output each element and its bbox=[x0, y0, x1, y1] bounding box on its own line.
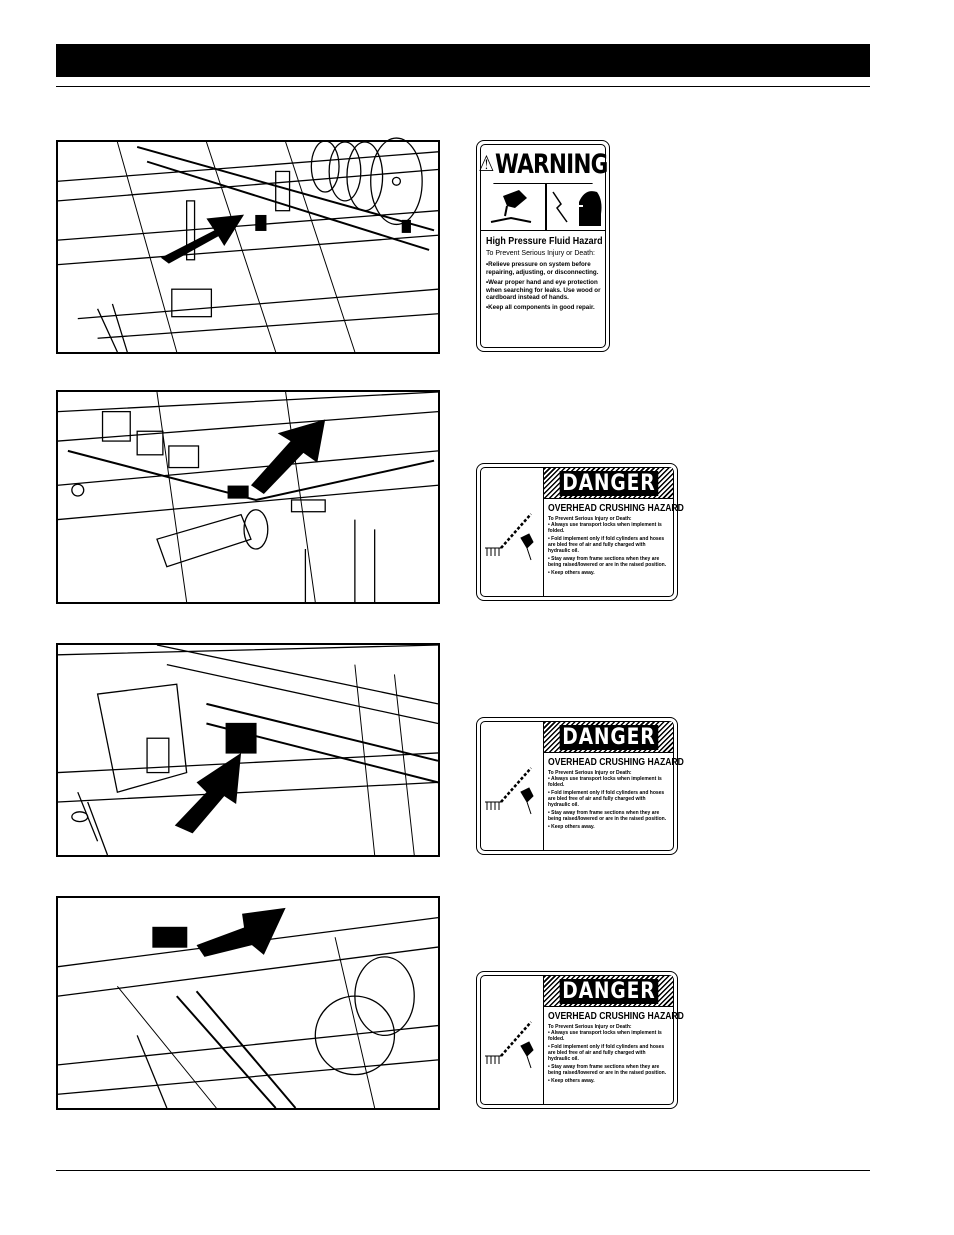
danger-decal-3 bbox=[476, 971, 684, 1109]
danger-header-text: DANGER bbox=[559, 725, 657, 750]
danger-item: • Keep others away. bbox=[548, 570, 595, 576]
danger-item: • Stay away from frame sections when they are being raised/lowered or are in the raised position. bbox=[548, 810, 667, 822]
overhead-crushing-pictogram-icon bbox=[481, 468, 544, 596]
danger-body bbox=[548, 756, 684, 832]
footer-rule bbox=[56, 1170, 870, 1171]
danger-title: OVERHEAD CRUSHING HAZARD bbox=[548, 756, 684, 768]
danger-item: • Fold implement only if fold cylinders and hoses are bled free of air and fully charged with hydraulic oil. bbox=[548, 536, 665, 554]
figure-1-hydraulic-decal-location bbox=[56, 140, 440, 354]
warning-pictograms bbox=[481, 184, 605, 231]
danger-item: • Stay away from frame sections when they are being raised/lowered or are in the raised position. bbox=[548, 556, 667, 568]
warning-triangle-icon: ⚠ bbox=[478, 151, 494, 177]
danger-subtitle: To Prevent Serious Injury or Death: bbox=[548, 1024, 632, 1030]
danger-item: • Fold implement only if fold cylinders and hoses are bled free of air and fully charged with hydraulic oil. bbox=[548, 790, 665, 808]
danger-header-text: DANGER bbox=[559, 471, 657, 496]
warning-item: •Relieve pressure on system before repairing, adjusting, or disconnecting. bbox=[486, 261, 599, 276]
danger-item: • Always use transport locks when implement is folded. bbox=[548, 522, 662, 534]
warning-subtitle: To Prevent Serious Injury or Death: bbox=[486, 250, 595, 257]
header-bar bbox=[56, 44, 870, 77]
danger-subtitle: To Prevent Serious Injury or Death: bbox=[548, 770, 632, 776]
warning-body bbox=[486, 235, 602, 315]
danger-decal-2 bbox=[476, 717, 684, 855]
danger-title: OVERHEAD CRUSHING HAZARD bbox=[548, 1010, 684, 1022]
overhead-crushing-pictogram-icon bbox=[481, 722, 544, 850]
danger-body bbox=[548, 502, 684, 578]
warning-title: High Pressure Fluid Hazard bbox=[486, 235, 603, 247]
danger-item: • Fold implement only if fold cylinders and hoses are bled free of air and fully charged with hydraulic oil. bbox=[548, 1044, 665, 1062]
figure-3-crushing-decal-location bbox=[56, 643, 440, 857]
danger-item: • Always use transport locks when implement is folded. bbox=[548, 1030, 662, 1042]
header-rule bbox=[56, 86, 870, 87]
danger-body bbox=[548, 1010, 684, 1086]
face-protection-icon bbox=[547, 184, 605, 230]
warning-item: •Keep all components in good repair. bbox=[486, 304, 595, 312]
danger-subtitle: To Prevent Serious Injury or Death: bbox=[548, 516, 632, 522]
warning-header-text: WARNING bbox=[495, 148, 608, 180]
danger-header bbox=[544, 468, 673, 499]
warning-header bbox=[478, 145, 608, 184]
danger-decal-1 bbox=[476, 463, 684, 601]
overhead-crushing-pictogram-icon bbox=[481, 976, 544, 1104]
figure-2-crushing-decal-location bbox=[56, 390, 440, 604]
danger-header-text: DANGER bbox=[559, 979, 657, 1004]
danger-item: • Keep others away. bbox=[548, 1078, 595, 1084]
warning-item: •Wear proper hand and eye protection when searching for leaks. Use wood or cardboard instead of hands. bbox=[486, 279, 601, 302]
danger-title: OVERHEAD CRUSHING HAZARD bbox=[548, 502, 684, 514]
danger-item: • Stay away from frame sections when they are being raised/lowered or are in the raised position. bbox=[548, 1064, 667, 1076]
figure-4-crushing-decal-location bbox=[56, 896, 440, 1110]
high-pressure-fluid-hand-icon bbox=[481, 184, 543, 230]
danger-item: • Keep others away. bbox=[548, 824, 595, 830]
danger-header bbox=[544, 722, 673, 753]
danger-item: • Always use transport locks when implement is folded. bbox=[548, 776, 662, 788]
danger-header bbox=[544, 976, 673, 1007]
warning-decal bbox=[476, 140, 610, 352]
